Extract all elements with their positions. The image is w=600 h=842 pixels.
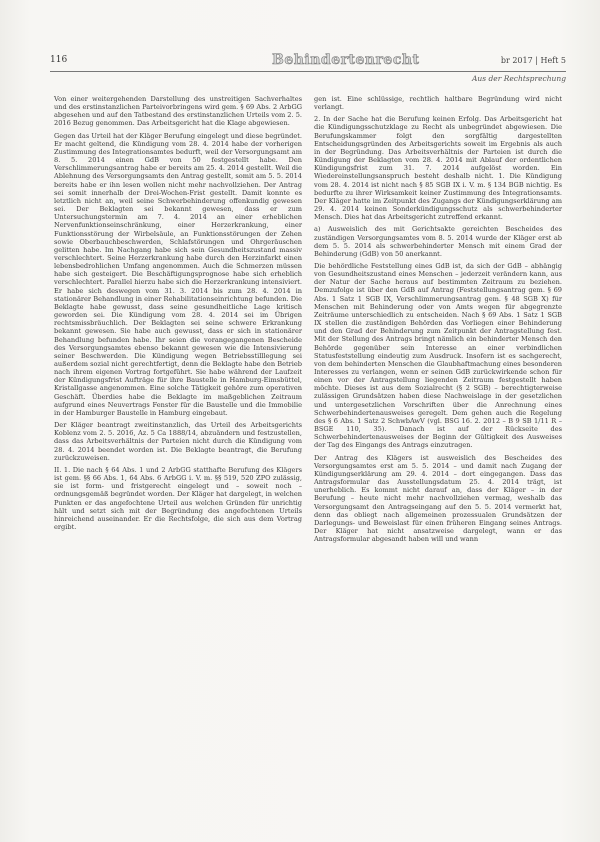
left-column: [54, 95, 302, 535]
paragraph: a) Ausweislich des mit Gerichtsakte gereichten Bescheides des zuständigen Versorgungsamtes vom 8. 5. 2014 wurde der Kläger erst ab dem 5. 5. 2014 als schwerbehinderter Mensch mit einem Grad der Behinderung (GdB) von 50 anerkannt.: [314, 225, 562, 258]
paragraph: Die behördliche Feststellung eines GdB ist, da sich der GdB – abhängig von Gesundheitszustand eines Menschen – jederzeit verändern kann, aus der Natur der Sache heraus auf bestimmten Zeitraum zu beziehen. Demzufolge ist über den GdB auf Antrag (Feststellungsantrag gem. § 69 Abs. 1 Satz 1 SGB IX, Verschlimmerungsantrag gem. § 48 SGB X) für Menschen mit Behinderung oder von Amts wegen für abgegrenzte Zeiträume unterschiedlich zu entscheiden. Nach § 69 Abs. 1 Satz 1 SGB IX stellen die zuständigen Behörden das Vorliegen einer Behinderung und den Grad der Behinderung zum Zeitpunkt der Antragstellung fest. Mit der Stellung des Antrags bringt nämlich ein behinderter Mensch den Behörde gegenüber sein Interesse an einer verbindlichen Statusfeststellung eindeutig zum Ausdruck. Insofern ist es sachgerecht, von dem behinderten Menschen die Glaubhaftmachung eines besonderen Interesses zu verlangen, wenn er seinen GdB zurückwirkende schon für einen vor der Antragstellung liegenden Zeitraum festgestellt haben möchte. Dieses ist aus dem Sozialrecht (§ 2 SGB) – berechtigterweise zulässigen Grundsätzen haben diese Nachweislage in der gesetzlichen und untergesetzlichen Vorschriften über die Anrechnung eines Schwerbehindertenausweises geregelt. Dem gehen auch die Regelung des § 6 Abs. 1 Satz 2 SchwbAwV (vgl. BSG 16. 2. 2012 – B 9 SB 1/11 R – BSGE 110, 35). Danach ist auf der Rückseite des Schwerbehindertenausweises der Beginn der Gültigkeit des Ausweises der Tag des Eingangs des Antrags einzutragen.: [314, 261, 562, 450]
paragraph: gen ist. Eine schlüssige, rechtlich haltbare Begründung wird nicht verlangt.: [314, 95, 562, 112]
page-number: 116: [50, 55, 68, 65]
paragraph: II. 1. Die nach § 64 Abs. 1 und 2 ArbGG statthafte Berufung des Klägers ist gem. §§ 66 Abs. 1, 64 Abs. 6 ArbGG i. V. m. §§ 519, 520 ZPO zulässig, sie ist form- und fristgerecht eingelegt und – soweit noch – ordnungsgemäß begründet worden. Der Kläger hat dargelegt, in welchen Punkten er das angefochtene Urteil aus welchen Gründen für unrichtig hält und setzt sich mit der Begründung des angefochtenen Urteils hinreichend auseinander. Er die Rechtsfolge, die sich aus dem Vortrag ergibt.: [54, 465, 302, 531]
issue-label: br 2017 | Heft 5: [500, 56, 566, 65]
paragraph: Von einer weitergehenden Darstellung des unstreitigen Sachverhaltes und des erstinstanzlichen Parteivorbringens wird gem. § 69 Abs. 2 ArbGG abgesehen und auf den Tatbestand des erstinstanzlichen Urteils vom 2. 5. 2016 Bezug genommen. Das Arbeitsgericht hat die Klage abgewiesen.: [54, 95, 302, 128]
paragraph: Gegen das Urteil hat der Kläger Berufung eingelegt und diese begründet. Er macht geltend, die Kündigung vom 28. 4. 2014 habe der vorherigen Zustimmung des Integrationsamtes bedurft, weil der Versorgungsamt am 8. 5. 2014 einen GdB von 50 festgestellt habe. Den Verschlimmerungsantrag habe er bereits am 25. 4. 2014 gestellt. Weil die Ablehnung des Versorgungsamts den Antrag gestellt, somit am 5. 5. 2014 bereits habe er ihn lesen wollen nicht mehr nachvollziehen. Der Antrag sei somit innerhalb der Drei-Wochen-Frist gestellt. Damit konnte es letztlich nicht an, weil seine Schwerbehinderung offenkundig gewesen sei. Der Beklagten sei bekannt gewesen, dass er zum Untersuchungstermin am 7. 4. 2014 an einer erheblichen Nervenfunktionseinschränkung, einer Herzerkrankung, einer Funktionsstörung der Wirbelsäule, an Funktionsstörungen der Zehen sowie Oberbauchbeschwerden, Schlafstörungen und Ohrgeräuschen gelitten habe. Im Nachgang habe sich sein Gesundheitszustand massiv verschlechtert. Seine Herzerkrankung habe durch den Herzinfarkt einen lebensbedrohlichen Umfang angenommen. Auch die Schmerzen müssen habe sich gesteigert. Die Beschäftigungsprognose habe sich erheblich verschlechtert. Parallel hierzu habe sich die Herzerkrankung intensiviert. Er habe sich deswegen vom 31. 3. 2014 bis zum 28. 4. 2014 in stationärer Behandlung in einer Rehabilitationseinrichtung befunden. Die Beklagte habe gewusst, dass seine gesundheitliche Lage kritisch geworden sei. Die Kündigung vom 28. 4. 2014 sei im Übrigen rechtsmissbräuchlich. Der Beklagten sei seine schwere Erkrankung bekannt gewesen. Sie habe auch gewusst, dass er sich in stationärer Behandlung befunden habe. Ihr seien die vorangegangenen Bescheide des Versorgungsamtes ebenso bekannt gewesen wie die Intensivierung seiner Beschwerden. Die Kündigung wegen Betriebsstilllegung sei außerdem sozial nicht gerechtfertigt, denn die Beklagte habe den Betrieb nach ihrem eigenen Vortrag fortgeführt. Sie habe während der Laufzeit der Kündigungsfrist Aufträge für ihre Baustelle in Hamburg-Eimsbüttel, Kristallgasse angenommen. Eine solche Tätigkeit gehöre zum operativen Geschäft. Überdies habe die Beklagte im maßgeblichen Zeitraum aufgrund eines Neuvertrags Fenster für die Baustelle und die Immobilie in der Hamburger Baustelle in Hamburg eingebaut.: [54, 131, 302, 417]
journal-title: Behindertenrecht: [272, 52, 420, 68]
header-rule: [50, 71, 566, 72]
paragraph: 2. In der Sache hat die Berufung keinen Erfolg. Das Arbeitsgericht hat die Kündigungsschutzklage zu Recht als unbegründet abgewiesen. Die Berufungskammer folgt den sorgfältig dargestellten Entscheidungsgründen des Arbeitsgerichts soweit im Ergebnis als auch in der Begründung. Das Arbeitsverhältnis der Parteien ist durch die Kündigung der Beklagten vom 28. 4. 2014 mit Ablauf der ordentlichen Kündigungsfrist zum 31. 7. 2014 aufgelöst worden. Ein Wiedereinstellungsanspruch besteht deshalb nicht. 1. Die Kündigung vom 28. 4. 2014 ist nicht nach § 85 SGB IX i. V. m. § 134 BGB nichtig. Es bedurfte zu ihrer Wirksamkeit keiner Zustimmung des Integrationsamts. Der Kläger hatte im Zeitpunkt des Zugangs der Kündigungserklärung am 29. 4. 2014 keinen Sonderkündigungsschutz als schwerbehinderter Mensch. Dies hat das Arbeitsgericht zutreffend erkannt.: [314, 115, 562, 222]
section-label: Aus der Rechtsprechung: [472, 74, 566, 83]
paragraph: Der Antrag des Klägers ist ausweislich des Bescheides des Versorgungsamtes erst am 5. 5. 2014 – und damit nach Zugang der Kündigungserklärung am 29. 4. 2014 – dort eingegangen. Dass das Antragsformular das Ausstellungsdatum 25. 4. 2014 trägt, ist unerheblich. Es kommt nicht darauf an, dass der Kläger – in der Berufung – heute nicht mehr nachvollziehen vermag, weshalb das Versorgungsamt den Antragseingang auf den 5. 5. 2014 vermerkt hat, denn das obliegt nach allgemeinen prozessualen Grundsätzen der Darlegungs- und Beweislast für einen früheren Eingang seines Antrags. Der Kläger hat nicht ansatzweise dargelegt, wann er das Antragsformular abgesandt haben will und wann: [314, 453, 562, 544]
paragraph: Der Kläger beantragt zweitinstanzlich, das Urteil des Arbeitsgerichts Koblenz vom 2. 5. 2016, Az. 5 Ca 1888/14, abzuändern und festzustellen, dass das Arbeitsverhältnis der Parteien nicht durch die Kündigung vom 28. 4. 2014 beendet worden ist. Die Beklagte beantragt, die Berufung zurückzuweisen.: [54, 421, 302, 462]
page-header: [50, 52, 566, 71]
right-column: [314, 95, 562, 547]
